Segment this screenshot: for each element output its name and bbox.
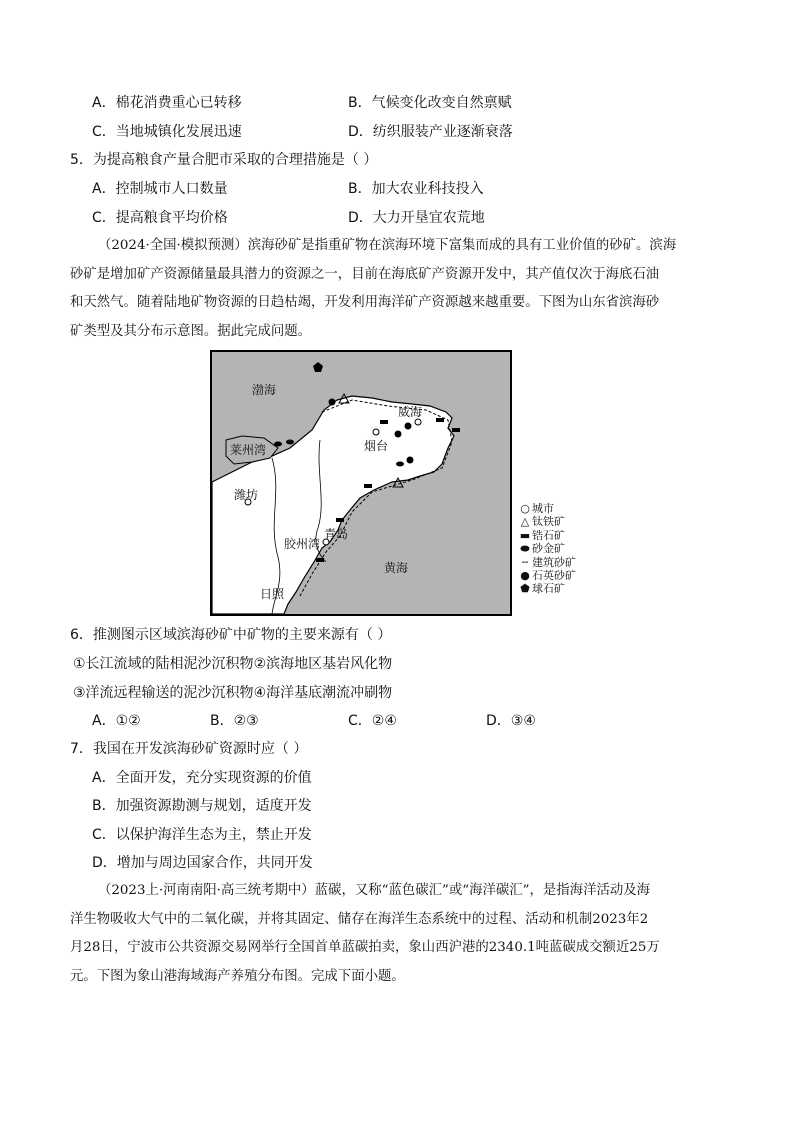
- gold-marker: [274, 442, 282, 447]
- zircon-marker: [316, 558, 324, 562]
- label-huanghai: 黄海: [384, 561, 409, 575]
- passage-2-line-1: （2023上·河南南阳·高三统考期中）蓝碳，又称“蓝色碳汇”或“海洋碳汇”，是指海洋活动及海: [98, 883, 651, 898]
- q6-statement-4: ④海洋基底潮流冲刷物: [253, 685, 393, 701]
- label-bohai: 渤海: [252, 383, 277, 397]
- q4-option-a: A．棉花消费重心已转移: [92, 95, 242, 111]
- passage-2-line-3: 月28日，宁波市公共资源交易网举行全国首单蓝碳拍卖，象山西沪港的2340.1吨蓝碳成交额近25万: [70, 940, 660, 955]
- legend-construction: ╌ 建筑砂矿: [518, 556, 576, 569]
- passage-2-line-4: 元。下图为象山港海域海产养殖分布图。完成下面小题。: [70, 968, 405, 984]
- passage-1-line-1: （2024·全国·模拟预测）滨海砂矿是指重矿物在滨海环境下富集而成的具有工业价值的砂矿。滨海: [98, 238, 677, 253]
- zircon-marker: [436, 418, 444, 422]
- passage-1-line-4: 矿类型及其分布示意图。据此完成问题。: [70, 323, 312, 339]
- q7-option-d: D．增加与周边国家合作，共同开发: [92, 855, 313, 871]
- passage-1: [70, 232, 722, 346]
- zircon-marker: [380, 420, 388, 424]
- legend-quartz: ● 石英砂矿: [518, 569, 576, 582]
- zircon-marker: [364, 484, 372, 488]
- triangle-icon: △: [520, 515, 530, 529]
- ellipse-icon: ⬬: [520, 542, 530, 556]
- q5-option-a: A．控制城市人口数量: [92, 181, 228, 197]
- q6-option-a: A．①②: [92, 713, 141, 729]
- label-weifang: 潍坊: [234, 488, 259, 502]
- shandong-placer-map: [210, 350, 512, 616]
- zircon-marker: [452, 428, 460, 432]
- q6-option-d: D．③④: [486, 713, 536, 729]
- label-jiaozhou-bay: 胶州湾: [284, 537, 321, 551]
- passage-2: [70, 877, 722, 991]
- q4-option-b: B．气候变化改变自然禀赋: [348, 95, 512, 111]
- q5-option-b: B．加大农业科技投入: [348, 181, 484, 197]
- q6-statement-2: ②滨海地区基岩风化物: [253, 656, 393, 672]
- q7-stem: 7．我国在开发滨海砂矿资源时应（ ）: [70, 741, 308, 757]
- q6-statement-1: ①长江流域的陆相泥沙沉积物: [73, 656, 254, 672]
- quartz-marker: [395, 431, 402, 438]
- zircon-marker: [336, 518, 344, 522]
- quartz-marker: [407, 457, 414, 464]
- q5-stem: 5．为提高粮食产量合肥市采取的合理措施是（ ）: [70, 152, 378, 168]
- legend-zircon: ▬ 锆石矿: [519, 528, 565, 542]
- city-icon: ○: [520, 502, 530, 515]
- passage-2-line-2: 洋生物吸收大气中的二氧化碳，并将其固定、储存在海洋生态系统中的过程、活动和机制2023年2: [70, 911, 649, 927]
- map-legend: [518, 502, 576, 596]
- q6-statements-row-2: [73, 683, 392, 703]
- rectangle-icon: ▬: [519, 528, 531, 542]
- q7-option-a: A．全面开发，充分实现资源的价值: [92, 770, 312, 786]
- q6-statement-3: ③洋流远程输送的泥沙沉积物: [73, 685, 254, 701]
- label-weihai: 威海: [398, 405, 423, 419]
- label-qingdao: 青岛: [324, 527, 349, 541]
- legend-gold: ⬬ 砂金矿: [518, 542, 576, 555]
- label-yantai: 烟台: [364, 439, 389, 453]
- q5-option-d: D．大力开垦宜农荒地: [348, 210, 485, 226]
- q7-option-b: B．加强资源勘测与规划，适度开发: [92, 798, 312, 814]
- q6-stem: 6．推测图示区域滨海砂矿中矿物的主要来源有（ ）: [70, 627, 392, 643]
- q4-option-d: D．纺织服装产业逐渐衰落: [348, 124, 513, 140]
- quartz-marker: [405, 423, 412, 430]
- q4-option-c: C．当地城镇化发展迅速: [92, 124, 242, 140]
- gold-marker: [286, 440, 294, 445]
- q6-option-b: B．②③: [210, 713, 259, 729]
- legend-city: ○ 城市: [518, 502, 576, 515]
- label-rizhao: 日照: [260, 587, 285, 601]
- quartz-marker: [329, 399, 336, 406]
- legend-pebble: ⬟ 球石矿: [518, 582, 576, 595]
- q5-option-c: C．提高粮食平均价格: [92, 210, 228, 226]
- q6-statements-row-1: [73, 654, 392, 674]
- city-yantai-marker: [373, 429, 379, 435]
- passage-1-line-3: 和天然气。随着陆地矿物资源的日趋枯竭，开发利用海洋矿产资源越来越重要。下图为山东省滨海砂: [70, 295, 660, 310]
- label-laizhou-bay: 莱州湾: [230, 443, 267, 457]
- passage-1-line-2: 砂矿是增加矿产资源储量最具潜力的资源之一，目前在海底矿产资源开发中，其产值仅次于海底石油: [70, 266, 660, 282]
- dot-icon: ●: [520, 569, 530, 583]
- dashed-line-icon: ╌: [521, 555, 529, 569]
- q6-option-c: C．②④: [348, 713, 397, 729]
- gold-marker: [396, 462, 404, 467]
- pentagon-icon: ⬟: [520, 582, 530, 596]
- legend-titanium: △ 钛铁矿: [518, 515, 576, 528]
- q7-option-c: C．以保护海洋生态为主，禁止开发: [92, 827, 312, 843]
